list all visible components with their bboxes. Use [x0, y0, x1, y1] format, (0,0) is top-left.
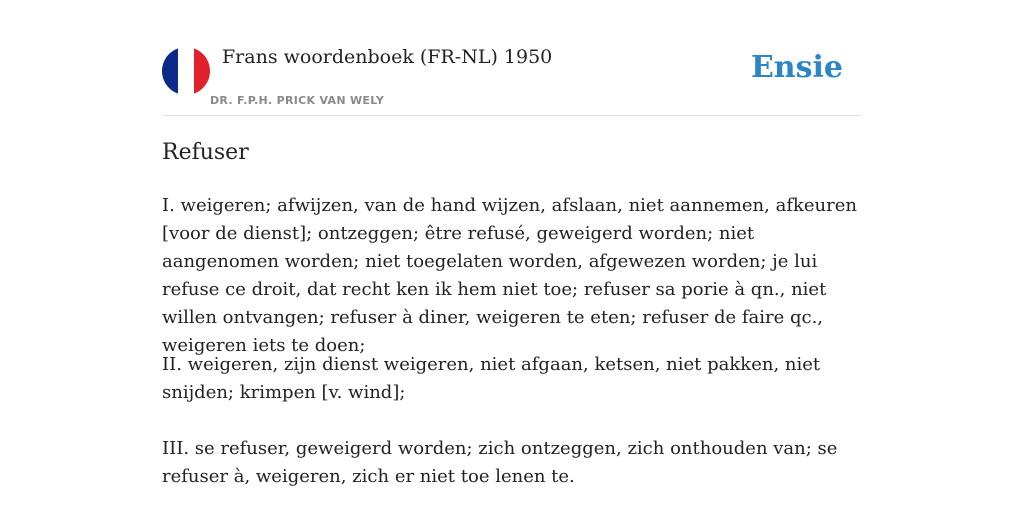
ensie-logo[interactable]: Ensie [750, 50, 843, 85]
definition-1: I. weigeren; afwijzen, van de hand wijzen, afslaan, niet aannemen, afkeuren [voor de dienst]; ontzeggen; être refusé, geweigerd worden; niet aangenomen worden; niet toegelaten worden, afgewezen worden; je lui refuse ce droit, dat recht ken ik hem niet toe; refuser sa porie à qn., niet willen ontvangen; refuser à diner, weigeren te eten; refuser de faire qc., weigeren iets te doen; [162, 195, 857, 356]
definition-2: II. weigeren, zijn dienst weigeren, niet afgaan, ketsen, niet pakken, niet snijden; krimpen [v. wind]; [162, 354, 821, 403]
definition-3: III. se refuser, geweigerd worden; zich ontzeggen, zich onthouden van; se refuser à, weigeren, zich er niet toe lenen te. [162, 438, 838, 487]
author-name: DR. F.P.H. PRICK VAN WELY [210, 94, 385, 107]
france-flag-icon [162, 47, 210, 95]
dictionary-header [162, 40, 862, 116]
headword: Refuser [162, 140, 249, 165]
dictionary-title[interactable]: Frans woordenboek (FR-NL) 1950 [222, 46, 553, 68]
